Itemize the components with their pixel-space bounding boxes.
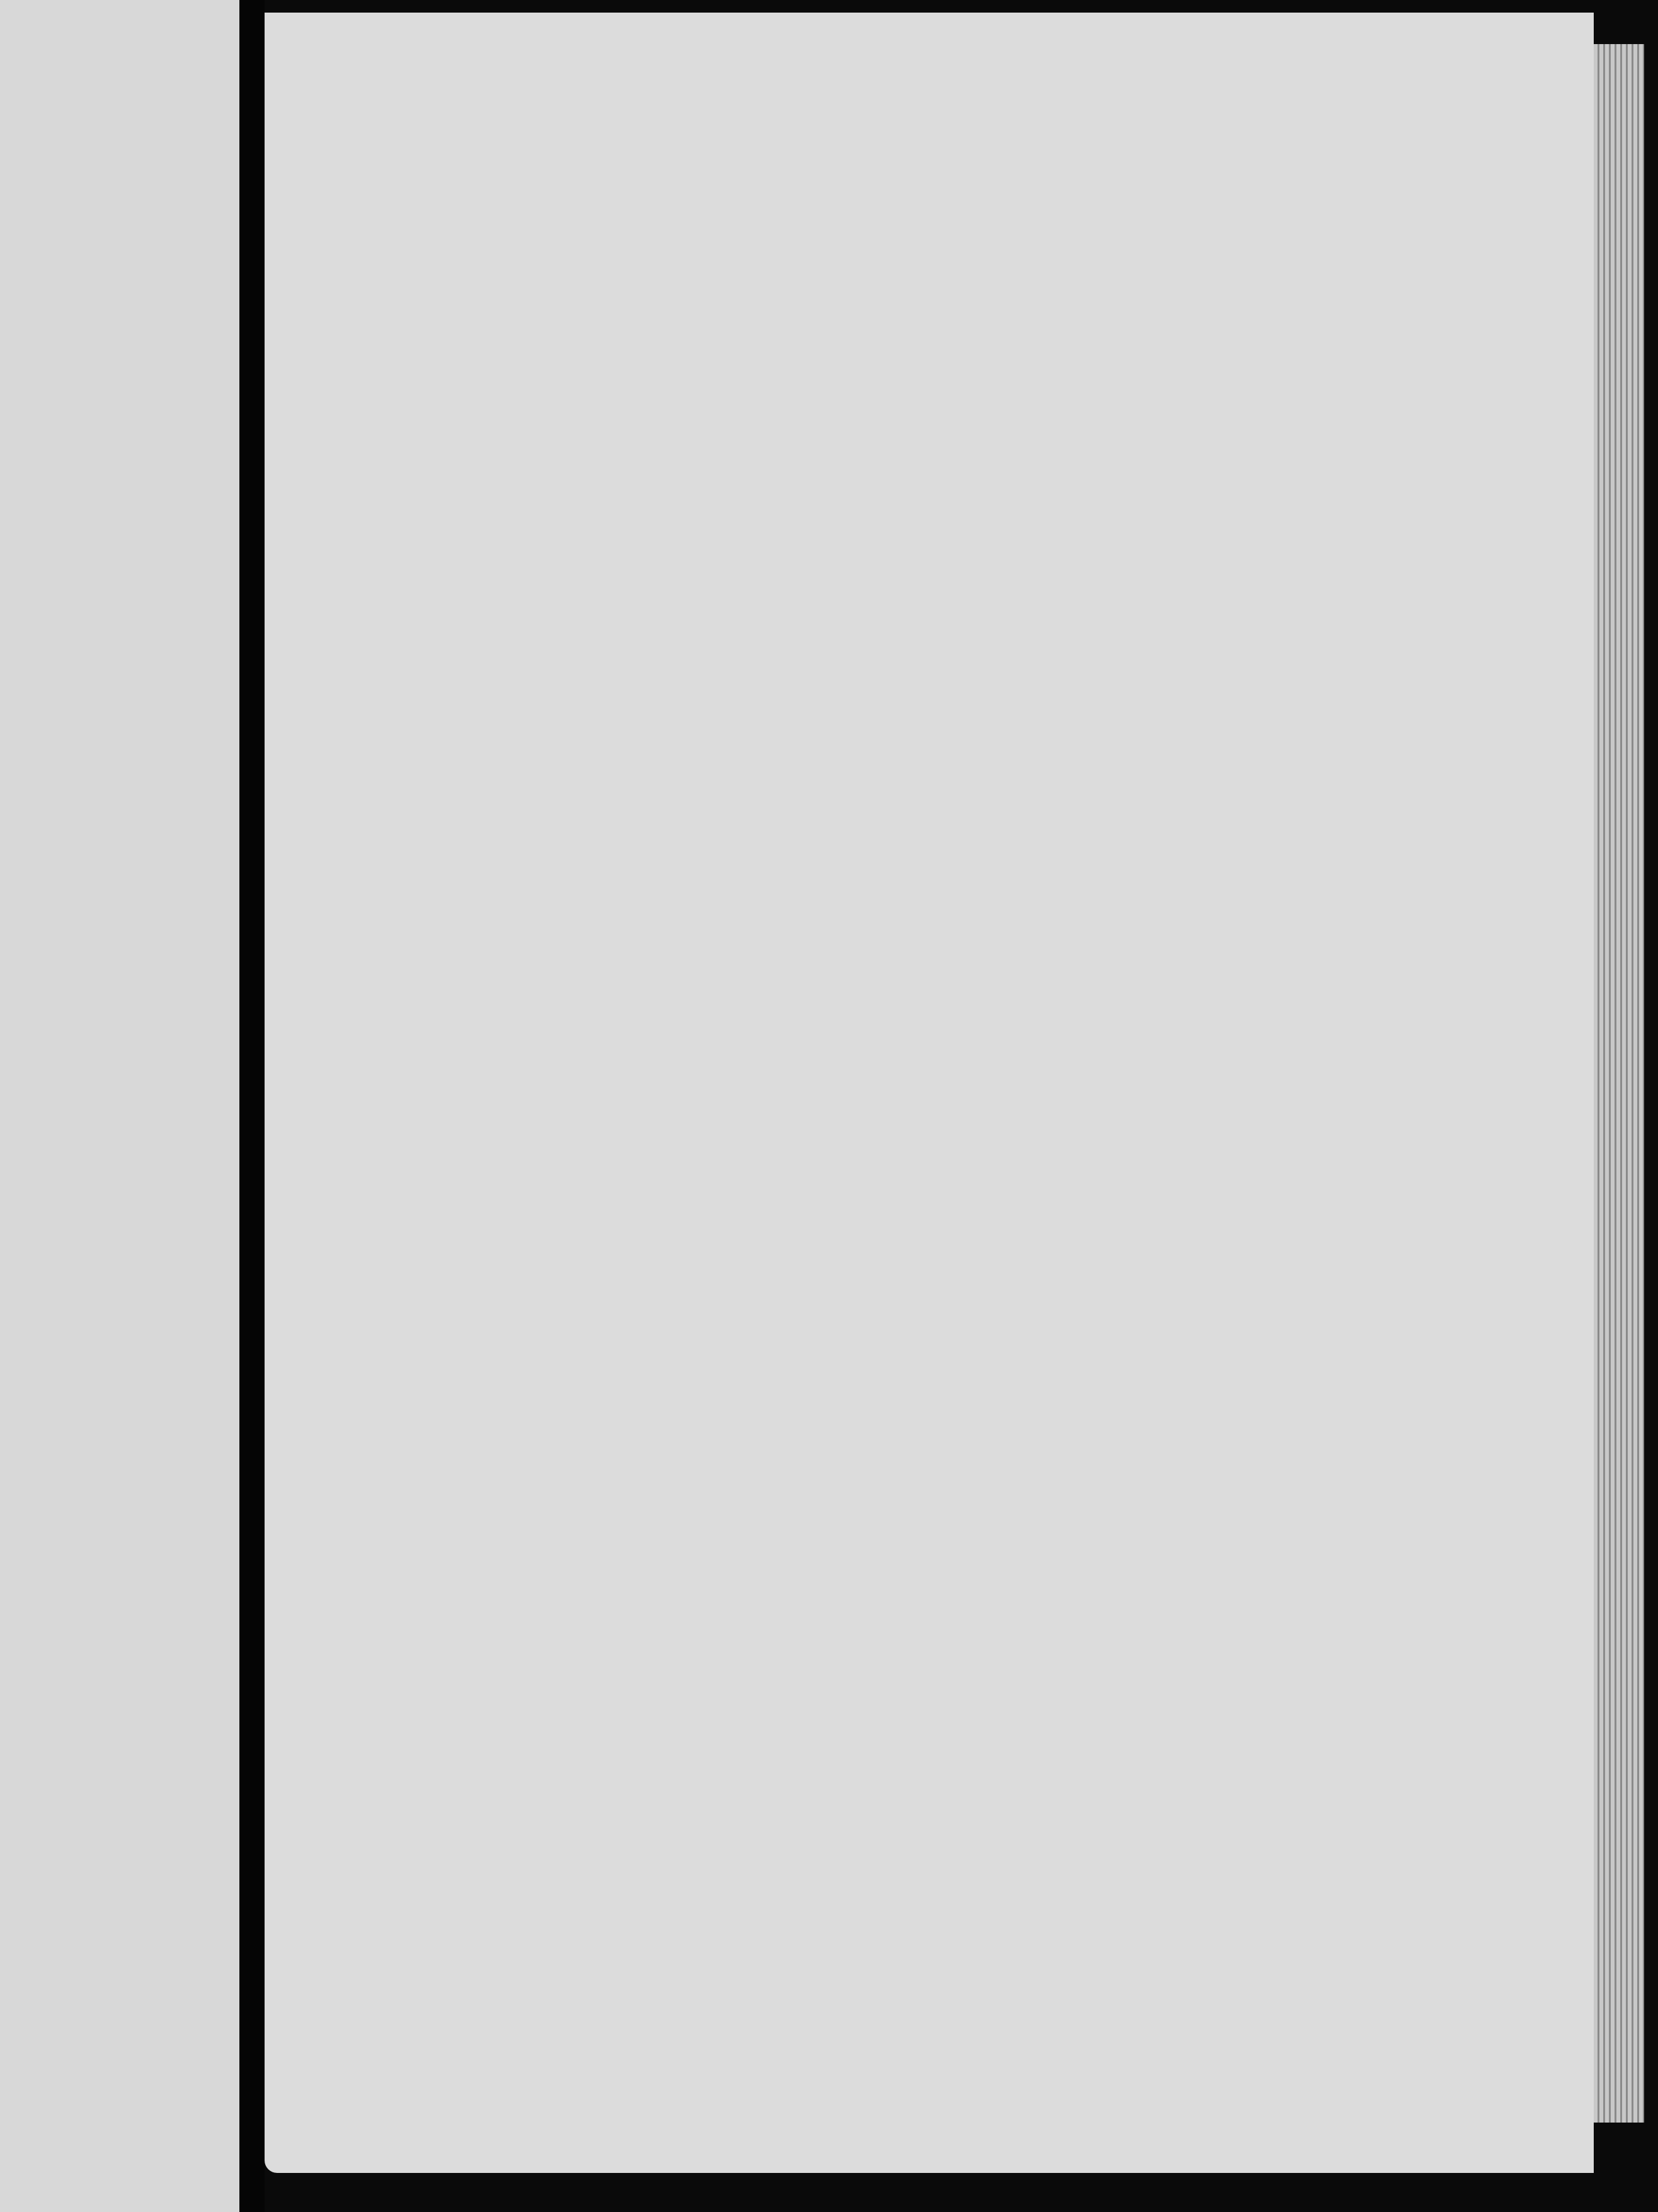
left-page xyxy=(0,0,239,2212)
right-page xyxy=(265,13,1594,2173)
book-gutter xyxy=(239,0,265,2212)
page-edges xyxy=(1594,44,1644,2123)
